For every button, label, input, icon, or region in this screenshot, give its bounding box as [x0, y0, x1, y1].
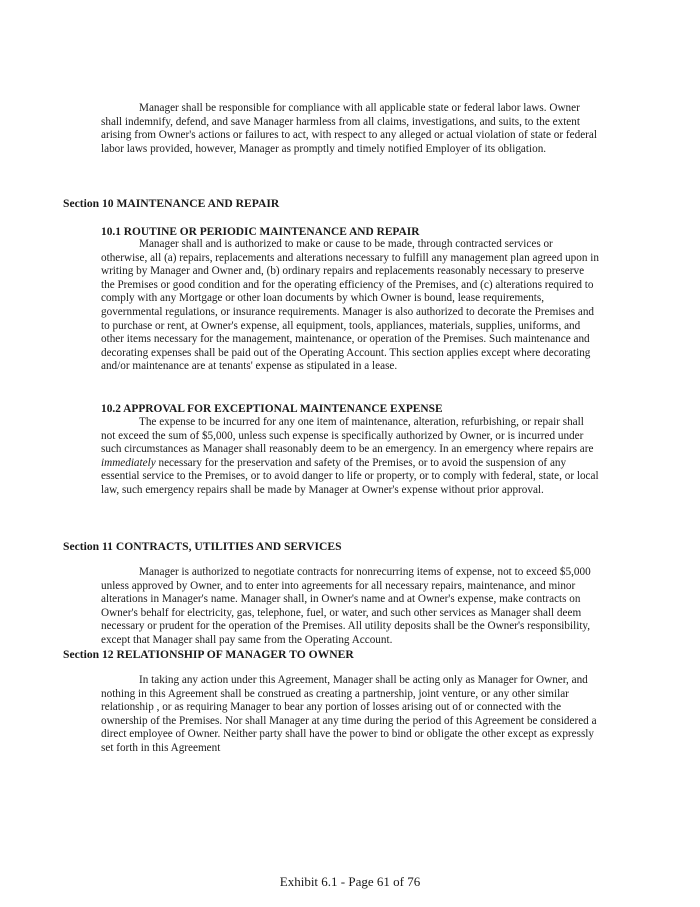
section-12-text: In taking any action under this Agreement, Manager shall be acting only as Manager for Owner, and nothing in this Agreement shall be construed as creating a partnership, joint venture, or any other similar relationship , or as requiring Manager to bear any portion of losses arising out of or connected with the ownership of the Premises. Nor shall Manager at any time during the period of this Agreement be considered a direct employee of Owner. Neither party shall have the power to bind or obligate the other except as expressly set forth in this Agreement — [101, 674, 597, 754]
page-footer: Exhibit 6.1 - Page 61 of 76 — [279, 874, 421, 889]
subsection-10-2-text-end: necessary for the preservation and safety of the Premises, or to avoid the suspension of any essential service to the Premises, or to avoid danger to life or property, or to comply with federal, state, or local law, such emergency repairs shall be made by Manager at Owner's expense without prior approval. — [101, 456, 599, 496]
subsection-10-1-text: Manager shall and is authorized to make or cause to be made, through contracted services or otherwise, all (a) repairs, replacements and alterations necessary to fulfill any management plan agreed upon in writing by Manager and Owner and, (b) ordinary repairs and replacements reasonably necessary to preserve the Premises or good condition and for the operating efficiency of the Premises, and (c) alterations required to comply with any Mortgage or other loan documents by which Owner is bound, lease requirements, governmental regulations, or insurance requirements. Manager is also authorized to decorate the Premises and to purchase or rent, at Owner's expense, all equipment, tools, appliances, materials, supplies, uniforms, and other items necessary for the management, maintenance, or operation of the Premises. Such maintenance and decorating expenses shall be paid out of the Operating Account. This section applies except where decorating and/or maintenance are at tenants' expense as stipulated in a lease. — [101, 238, 599, 373]
subsection-10-2-paragraph — [101, 416, 599, 498]
section-10-heading: Section 10 MAINTENANCE AND REPAIR — [63, 197, 280, 210]
section-11-heading: Section 11 CONTRACTS, UTILITIES AND SERVICES — [63, 540, 342, 553]
section-12-paragraph — [101, 674, 599, 756]
intro-text: Manager shall be responsible for compliance with all applicable state or federal labor laws. Owner shall indemnify, defend, and save Manager harmless from all claims, investigations, and suits, to the extent arising from Owner's actions or failures to act, with respect to any alleged or actual violation of state or federal labor laws provided, however, Manager as promptly and timely notified Employer of its obligation. — [101, 102, 597, 155]
section-11-text: Manager is authorized to negotiate contracts for nonrecurring items of expense, not to exceed $5,000 unless approved by Owner, and to enter into agreements for all necessary repairs, maintenance, and minor alterations in Manager's name. Manager shall, in Owner's name and at Owner's expense, make contracts on Owner's behalf for electricity, gas, telephone, fuel, or water, and such other services as Manager shall deem necessary or prudent for the operation of the Premises. All utility deposits shall be the Owner's responsibility, except that Manager shall pay same from the Operating Account. — [101, 566, 591, 646]
subsection-10-1-paragraph — [101, 238, 599, 374]
section-11-paragraph — [101, 566, 599, 648]
subsection-10-2-heading: 10.2 APPROVAL FOR EXCEPTIONAL MAINTENANCE EXPENSE — [101, 403, 443, 415]
emphasis-immediately: immediately — [101, 456, 156, 469]
subsection-10-1-heading: 10.1 ROUTINE OR PERIODIC MAINTENANCE AND REPAIR — [101, 226, 420, 238]
subsection-10-2-text-start: The expense to be incurred for any one item of maintenance, alteration, refurbishing, or repair shall not exceed the sum of $5,000, unless such expense is specifically authorized by Owner, or is incurred under such circumstances as Manager shall reasonably deem to be an emergency. In an emergency where repairs are — [101, 416, 594, 456]
section-12-heading: Section 12 RELATIONSHIP OF MANAGER TO OWNER — [63, 648, 354, 661]
intro-paragraph — [101, 102, 599, 156]
